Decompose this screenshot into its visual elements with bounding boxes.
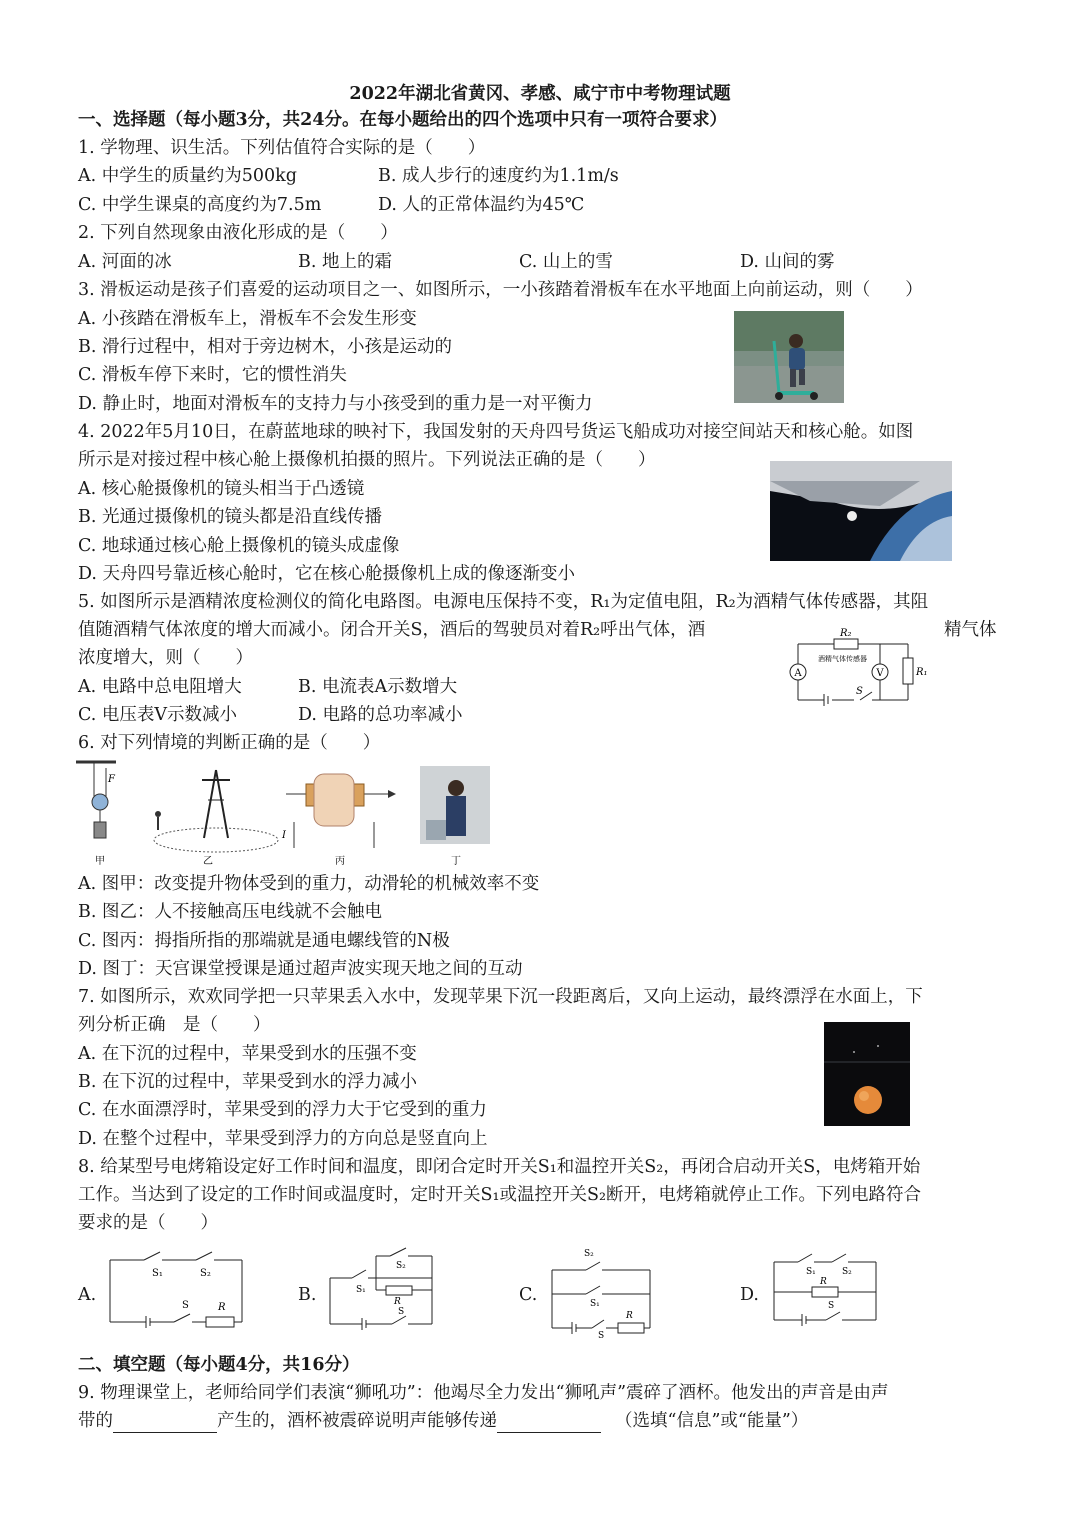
q9-text-c: （选填“信息”或“能量”） — [615, 1411, 809, 1431]
fig-label-jia: 甲 — [95, 856, 105, 867]
s2-label: S₂ — [842, 1267, 852, 1277]
s1-label: S₁ — [356, 1285, 366, 1295]
q3-option-c: C. 滑板车停下来时，它的惯性消失 — [78, 365, 347, 385]
pulley-figure — [76, 762, 116, 838]
q8-circuit-d — [770, 1248, 880, 1334]
q7-option-d: D. 在整个过程中，苹果受到浮力的方向总是竖直向上 — [78, 1129, 488, 1149]
section-2-heading: 二、填空题（每小题4分，共16分） — [78, 1355, 360, 1375]
switch-label: S — [856, 686, 863, 697]
s1-label: S₁ — [806, 1267, 816, 1277]
sensor-label: 酒精气体传感器 — [818, 655, 867, 663]
q6-option-a: A. 图甲：改变提升物体受到的重力，动滑轮的机械效率不变 — [78, 874, 540, 894]
s-label: S — [598, 1331, 605, 1341]
q5-stem-line2: 值随酒精气体浓度的增大而减小。闭合开关S，酒后的驾驶员对着R₂呼出气体，酒 — [78, 620, 706, 640]
q2-option-d: D. 山间的雾 — [740, 252, 835, 272]
q1-option-a: A. 中学生的质量约为500kg — [78, 166, 297, 186]
q6-option-d: D. 图丁：天宫课堂授课是通过超声波实现天地之间的互动 — [78, 959, 523, 979]
q5-stem-line2-end: 精气体 — [944, 620, 997, 640]
q6-option-c: C. 图丙：拇指所指的那端就是通电螺线管的N极 — [78, 931, 450, 951]
q6-option-b: B. 图乙：人不接触高压电线就不会触电 — [78, 902, 382, 922]
space-station-photo — [770, 461, 952, 561]
q5-stem-line3: 浓度增大，则（ ） — [78, 648, 253, 668]
s2-label: S₂ — [396, 1261, 406, 1271]
q2-option-b: B. 地上的霜 — [298, 252, 392, 272]
section-1-heading: 一、选择题（每小题3分，共24分。在每小题给出的四个选项中只有一项符合要求） — [78, 110, 728, 130]
q7-option-c: C. 在水面漂浮时，苹果受到的浮力大于它受到的重力 — [78, 1100, 487, 1120]
voltmeter-label: V — [876, 668, 884, 679]
q2-option-c: C. 山上的雪 — [519, 252, 613, 272]
q8-stem-line3: 要求的是（ ） — [78, 1213, 218, 1233]
q9-line2 — [78, 1409, 1002, 1433]
q8-circuit-a — [106, 1248, 246, 1338]
q5-option-b: B. 电流表A示数增大 — [298, 677, 458, 697]
apple-in-water-photo — [824, 1022, 910, 1126]
s1-label: S₁ — [590, 1299, 600, 1309]
q8-stem-line1: 8. 给某型号电烤箱设定好工作时间和温度，即闭合定时开关S₁和温控开关S₂，再闭合启动开关S，电烤箱开始 — [78, 1157, 921, 1177]
q8-option-c-label: C. — [519, 1285, 538, 1305]
s-label: S — [182, 1300, 189, 1311]
fig-label-ding: 丁 — [451, 856, 461, 867]
q5-stem-line1: 5. 如图所示是酒精浓度检测仪的简化电路图。电源电压保持不变，R₁为定值电阻，R₂为酒精气体传感器，其阻 — [78, 592, 929, 612]
s1-label: S₁ — [152, 1268, 163, 1279]
q4-option-a: A. 核心舱摄像机的镜头相当于凸透镜 — [78, 479, 365, 499]
q1-stem: 1. 学物理、识生活。下列估值符合实际的是（ ） — [78, 138, 486, 158]
q5-option-a: A. 电路中总电阻增大 — [78, 677, 242, 697]
force-label: F — [108, 774, 115, 785]
q8-circuit-b — [326, 1244, 438, 1336]
solenoid-figure — [281, 774, 396, 848]
alcohol-tester-circuit — [784, 624, 928, 708]
current-label: I — [282, 830, 286, 841]
q8-option-b-label: B. — [298, 1285, 317, 1305]
q3-stem: 3. 滑板运动是孩子们喜爱的运动项目之一、如图所示，一小孩踏着滑板车在水平地面上向前运动，则（ ） — [78, 280, 923, 300]
fig-label-bing: 丙 — [335, 856, 345, 867]
q6-stem: 6. 对下列情境的判断正确的是（ ） — [78, 733, 381, 753]
r2-label: R₂ — [840, 628, 852, 639]
power-tower-figure — [154, 770, 278, 852]
q5-option-c: C. 电压表V示数减小 — [78, 705, 238, 725]
q3-option-b: B. 滑行过程中，相对于旁边树木，小孩是运动的 — [78, 337, 452, 357]
q5-option-d: D. 电路的总功率减小 — [298, 705, 463, 725]
q7-option-a: A. 在下沉的过程中，苹果受到水的压强不变 — [78, 1044, 417, 1064]
scooter-child-photo — [734, 311, 844, 403]
ammeter-label: A — [794, 668, 802, 679]
s2-label: S₂ — [200, 1268, 211, 1279]
q9-text-a: 带的 — [78, 1411, 113, 1431]
q7-option-b: B. 在下沉的过程中，苹果受到水的浮力减小 — [78, 1072, 417, 1092]
q9-text-b: 产生的，酒杯被震碎说明声能够传递 — [217, 1411, 497, 1431]
q4-stem-line2: 所示是对接过程中核心舱上摄像机拍摄的照片。下列说法正确的是（ ） — [78, 450, 656, 470]
q9-blank-1[interactable] — [113, 1414, 217, 1433]
q3-option-d: D. 静止时，地面对滑板车的支持力与小孩受到的重力是一对平衡力 — [78, 394, 593, 414]
r1-label: R₁ — [916, 667, 928, 678]
q4-option-d: D. 天舟四号靠近核心舱时，它在核心舱摄像机上成的像逐渐变小 — [78, 564, 576, 584]
s-label: S — [828, 1301, 835, 1311]
r-label: R — [394, 1297, 401, 1307]
q9-blank-2[interactable] — [497, 1414, 601, 1433]
q4-option-c: C. 地球通过核心舱上摄像机的镜头成虚像 — [78, 536, 400, 556]
s-label: S — [398, 1307, 405, 1317]
q2-stem: 2. 下列自然现象由液化形成的是（ ） — [78, 223, 398, 243]
q1-option-d: D. 人的正常体温约为45℃ — [378, 195, 585, 215]
q9-line1: 9. 物理课堂上，老师给同学们表演“狮吼功”：他竭尽全力发出“狮吼声”震碎了酒杯。他发出的声音是由声 — [78, 1383, 889, 1403]
q3-option-a: A. 小孩踏在滑板车上，滑板车不会发生形变 — [78, 309, 417, 329]
q1-option-b: B. 成人步行的速度约为1.1m/s — [378, 166, 619, 186]
q7-stem-line2: 列分析正确 是（ ） — [78, 1015, 271, 1035]
s2-label: S₂ — [584, 1249, 594, 1259]
r-label: R — [626, 1311, 633, 1321]
page-title: 2022年湖北省黄冈、孝感、咸宁市中考物理试题 — [349, 84, 731, 104]
q8-option-d-label: D. — [740, 1285, 759, 1305]
q4-option-b: B. 光通过摄像机的镜头都是沿直线传播 — [78, 507, 382, 527]
fig-label-yi: 乙 — [203, 856, 213, 867]
q7-stem-line1: 7. 如图所示，欢欢同学把一只苹果丢入水中，发现苹果下沉一段距离后，又向上运动，最终漂浮在水面上，下 — [78, 987, 923, 1007]
q8-stem-line2: 工作。当达到了设定的工作时间或温度时，定时开关S₁或温控开关S₂断开，电烤箱就停止工作。下列电路符合 — [78, 1185, 922, 1205]
r-label: R — [218, 1302, 226, 1313]
tiangong-class-photo — [420, 766, 490, 844]
q8-circuit-c — [546, 1240, 658, 1340]
r-label: R — [820, 1277, 827, 1287]
q2-option-a: A. 河面的冰 — [78, 252, 172, 272]
q1-option-c: C. 中学生课桌的高度约为7.5m — [78, 195, 322, 215]
q6-figures — [76, 760, 496, 868]
q8-option-a-label: A. — [78, 1285, 97, 1305]
q4-stem-line1: 4. 2022年5月10日，在蔚蓝地球的映衬下，我国发射的天舟四号货运飞船成功对接空间站天和核心舱。如图 — [78, 422, 914, 442]
